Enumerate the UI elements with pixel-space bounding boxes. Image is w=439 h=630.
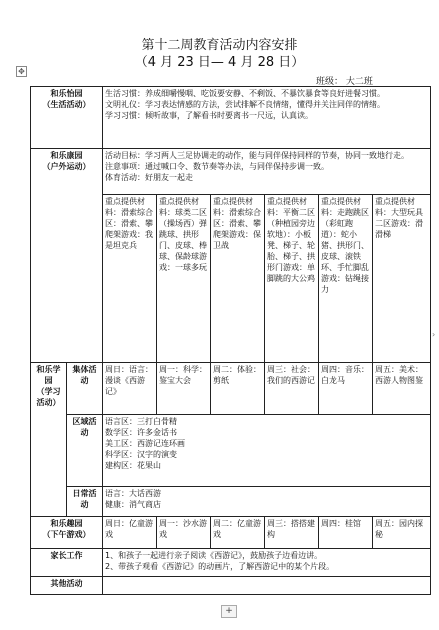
play-day[interactable]: 周二：亿童游戏 bbox=[211, 517, 265, 549]
label-daily-activity: 日常活动 bbox=[67, 487, 103, 517]
group-day[interactable]: 周四：音乐：白龙马 bbox=[319, 363, 373, 415]
life-line: 生活习惯：养成细嚼慢咽、吃饭要安静、不剩饭、不暴饮暴食等良好进餐习惯。 bbox=[105, 89, 385, 98]
group-day[interactable]: 周一：科学：鉴宝大会 bbox=[157, 363, 211, 415]
scroll-arrow-icon[interactable]: › bbox=[432, 330, 436, 339]
life-line: 文明礼仪：学习表达情感的方法，尝试排解不良情绪，懂得并关注同伴的情绪。 bbox=[105, 100, 385, 109]
outdoor-area-cell[interactable]: 重点提供材料：滑索综合区：滑索、攀爬架游戏：保卫战 bbox=[211, 195, 265, 363]
header-play: 和乐趣园 （下午游戏） bbox=[31, 517, 103, 549]
row-learn-area bbox=[31, 415, 431, 487]
group-day[interactable]: 周日：语言：漫谈《西游记》 bbox=[103, 363, 157, 415]
outdoor-area-cell[interactable]: 重点提供材料：滑索综合区：滑索、攀爬架游戏：我是坦克兵 bbox=[103, 195, 157, 363]
outdoor-goals[interactable] bbox=[103, 149, 431, 195]
label-group-activity: 集体活动 bbox=[67, 363, 103, 415]
row-learn-daily bbox=[31, 487, 431, 517]
goal-line: 活动目标：学习两人三足协调走的动作，能与同伴保持同样的节奏，协同一致地行走。 bbox=[105, 151, 409, 160]
daily-line: 健康：消气商店 bbox=[105, 500, 161, 509]
life-content[interactable] bbox=[103, 87, 431, 149]
row-learn-group bbox=[31, 363, 431, 415]
header-learn: 和乐学园 （学习活动） bbox=[31, 363, 67, 517]
page-title: 第十二周教育活动内容安排 bbox=[141, 38, 298, 53]
move-icon[interactable]: ✥ bbox=[16, 66, 27, 77]
play-day[interactable]: 周一：沙水游戏 bbox=[157, 517, 211, 549]
group-day[interactable]: 周二：体验：剪纸 bbox=[211, 363, 265, 415]
header-other: 其他活动 bbox=[31, 577, 103, 595]
row-other bbox=[31, 577, 431, 595]
row-outdoor-goals bbox=[31, 149, 431, 195]
life-line: 学习习惯：倾听故事，了解看书时要离书一尺远，认真读。 bbox=[105, 111, 313, 120]
header-parents: 家长工作 bbox=[31, 549, 103, 577]
area-line: 建构区：花果山 bbox=[105, 461, 161, 470]
area-line: 美工区：西游记连环画 bbox=[105, 439, 185, 448]
parents-content[interactable] bbox=[103, 549, 431, 577]
play-day[interactable]: 周五：园内探秘 bbox=[373, 517, 431, 549]
group-day[interactable]: 周五：美术：西游人物图鉴 bbox=[373, 363, 431, 415]
area-line: 数学区：许多金话书 bbox=[105, 428, 177, 437]
row-parents bbox=[31, 549, 431, 577]
area-activity-content[interactable] bbox=[103, 415, 431, 487]
play-day[interactable]: 周三：搭搭建构 bbox=[265, 517, 319, 549]
group-day[interactable]: 周三：社会：我们的西游记 bbox=[265, 363, 319, 415]
class-label: 班级： 大二班 bbox=[316, 77, 373, 87]
play-day[interactable]: 周四：桂馆 bbox=[319, 517, 373, 549]
date-range: （4 月 23 日— 4 月 28 日） bbox=[134, 55, 305, 70]
area-line: 语言区：三打白骨精 bbox=[105, 417, 177, 426]
outdoor-area-cell[interactable]: 重点提供材料：大型玩具二区游戏：滑滑梯 bbox=[373, 195, 431, 363]
row-life bbox=[31, 87, 431, 149]
header-outdoor: 和乐康园 （户外运动） bbox=[31, 149, 103, 363]
schedule-table bbox=[30, 86, 431, 595]
plus-icon[interactable]: + bbox=[221, 605, 237, 618]
header-life: 和乐怡园 （生活活动） bbox=[31, 87, 103, 149]
play-day[interactable]: 周日：亿童游戏 bbox=[103, 517, 157, 549]
label-area-activity: 区域活动 bbox=[67, 415, 103, 487]
outdoor-area-cell[interactable]: 重点提供材料：平衡二区（种植园旁边软地）：小板凳、梯子、轮胎、梯子、拱形门游戏：单脚跳的大公鸡 bbox=[265, 195, 319, 363]
outdoor-area-cell[interactable]: 重点提供材料：走跑跳区（彩虹跑道）：蛇小猪、拱形门、皮球、滚铁环、手忙脚乱游戏：钻绳接力 bbox=[319, 195, 373, 363]
goal-line: 注意事项：通过喊口令、数节奏等办法，与同伴保持步调一致。 bbox=[105, 162, 329, 171]
area-line: 科学区：汉字的演变 bbox=[105, 450, 177, 459]
daily-activity-content[interactable] bbox=[103, 487, 431, 517]
other-content[interactable] bbox=[103, 577, 431, 595]
parents-line: 1、和孩子一起进行亲子阅读《西游记》，鼓励孩子边看边讲。 bbox=[105, 551, 323, 560]
daily-line: 语言：大话西游 bbox=[105, 489, 161, 498]
parents-line: 2、带孩子观看《西游记》的动画片，了解西游记中的某个片段。 bbox=[105, 562, 335, 571]
goal-line: 体育活动：好朋友一起走 bbox=[105, 173, 193, 182]
outdoor-area-cell[interactable]: 重点提供材料：球类二区（操场西）弹跳球、拱形门、皮球、棒球、保龄球游戏：一球多玩 bbox=[157, 195, 211, 363]
row-play bbox=[31, 517, 431, 549]
